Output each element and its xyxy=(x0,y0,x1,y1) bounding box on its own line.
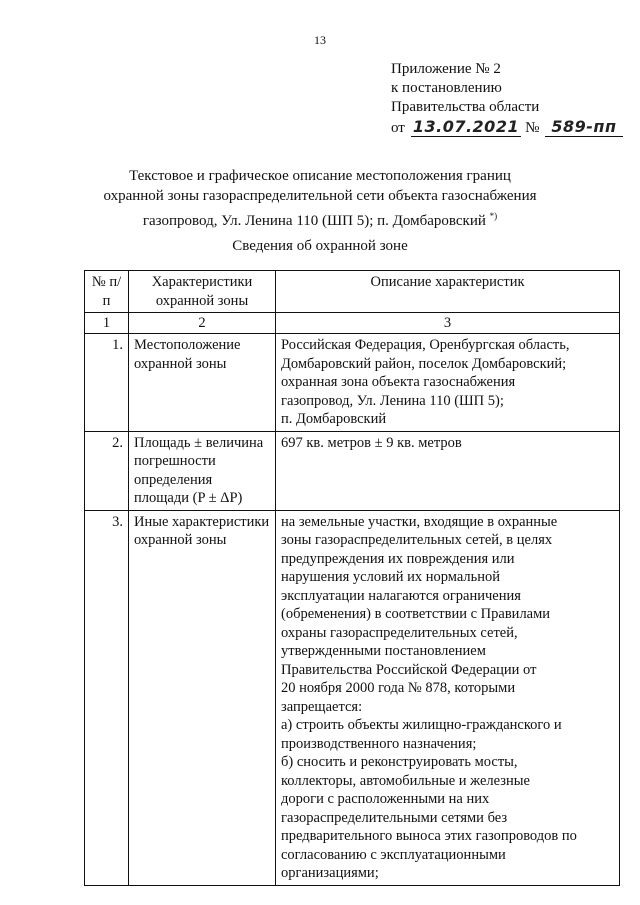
section-subtitle: Сведения об охранной зоне xyxy=(232,238,408,254)
row-characteristic: Местоположение охранной зоны xyxy=(129,334,276,432)
description-line: производственного назначения; xyxy=(281,735,477,752)
description-line: б) сносить и реконструировать мосты, xyxy=(281,754,518,770)
description-line: предупреждения их повреждения или xyxy=(281,550,515,567)
row-description xyxy=(276,334,620,432)
row-description xyxy=(276,510,620,885)
description-line: согласованию с эксплуатационными xyxy=(281,846,506,863)
title-line-1: Текстовое и графическое описание местоположения границ xyxy=(129,168,511,184)
table-header-row xyxy=(85,271,620,313)
description-line: Российская Федерация, Оренбургская область, xyxy=(281,337,570,353)
description-line: организациями; xyxy=(281,865,379,881)
description-line: а) строить объекты жилищно-гражданского и xyxy=(281,717,562,733)
description-line: Правительства Российской Федерации от xyxy=(281,661,537,678)
handwritten-date: 13.07.2021 xyxy=(412,117,520,136)
description-line: охраны газораспределительных сетей, xyxy=(281,624,518,641)
row-characteristic: Площадь ± величина погрешности определения площади (P ± ΔP) xyxy=(129,431,276,510)
description-line: дороги с расположенными на них xyxy=(281,791,490,807)
header-number: № п/п xyxy=(85,271,129,313)
index-cell: 1 xyxy=(85,313,129,334)
description-line: 20 ноября 2000 года № 878, которыми xyxy=(281,680,516,696)
zone-table xyxy=(84,270,620,886)
description-line: зоны газораспределительных сетей, в целях xyxy=(281,532,553,548)
title-line-2: охранной зоны газораспределительной сети объекта газоснабжения xyxy=(103,188,537,204)
row-number: 1. xyxy=(85,334,129,432)
row-characteristic: Иные характеристики охранной зоны xyxy=(129,510,276,885)
from-label: от xyxy=(391,120,405,136)
row-number: 3. xyxy=(85,510,129,885)
description-line: охранная зона объекта газоснабжения xyxy=(281,374,516,390)
number-label: № xyxy=(525,120,540,136)
header-characteristic: Характеристики охранной зоны xyxy=(129,271,276,313)
description-line: п. Домбаровский xyxy=(281,411,387,427)
description-line: нарушения условий их нормальной xyxy=(281,569,501,585)
table-row xyxy=(85,334,620,432)
document-title xyxy=(0,166,640,231)
description-line: коллекторы, автомобильные и железные xyxy=(281,772,530,789)
description-line: запрещается: xyxy=(281,698,363,715)
description-line: 697 кв. метров ± 9 кв. метров xyxy=(281,434,462,451)
row-description xyxy=(276,431,620,510)
index-cell: 3 xyxy=(276,313,620,334)
table-row xyxy=(85,431,620,510)
header-description: Описание характеристик xyxy=(276,271,620,313)
appendix-line-1: Приложение № 2 xyxy=(391,61,501,77)
description-line: предварительного выноса этих газопроводов по xyxy=(281,828,577,844)
description-line: утвержденными постановлением xyxy=(281,643,486,659)
title-line-3: газопровод, Ул. Ленина 110 (ШП 5); п. Домбаровский *) xyxy=(142,211,498,229)
page-number: 13 xyxy=(314,33,326,47)
appendix-date-line xyxy=(391,117,623,138)
appendix-line-3: Правительства области xyxy=(391,99,540,115)
table-index-row xyxy=(85,313,620,334)
index-cell: 2 xyxy=(129,313,276,334)
description-line: на земельные участки, входящие в охранные xyxy=(281,513,558,530)
description-line: (обременения) в соответствии с Правилами xyxy=(281,606,551,622)
appendix-block xyxy=(391,60,623,138)
description-line: газопровод, Ул. Ленина 110 (ШП 5); xyxy=(281,392,504,409)
table-row xyxy=(85,510,620,885)
footnote-mark: *) xyxy=(489,211,498,221)
row-number: 2. xyxy=(85,431,129,510)
appendix-line-2: к постановлению xyxy=(391,80,502,96)
description-line: газораспределительными сетями без xyxy=(281,809,508,826)
description-line: эксплуатации налагаются ограничения xyxy=(281,587,521,604)
description-line: Домбаровский район, поселок Домбаровский; xyxy=(281,355,567,372)
handwritten-number: 589-пп xyxy=(545,117,622,137)
